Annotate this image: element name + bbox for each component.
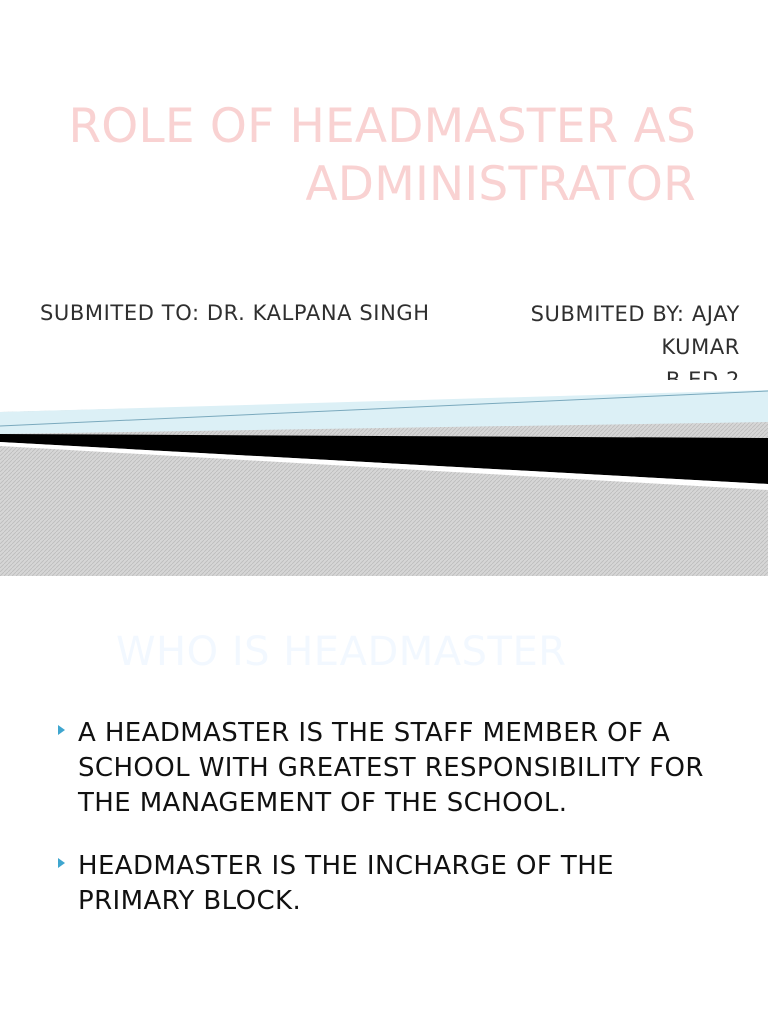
- slide-title-line-2: ADMINISTRATOR: [305, 157, 696, 212]
- content-slide-title: WHO IS HEADMASTER: [116, 629, 567, 675]
- triangle-bullet-icon: [58, 858, 65, 868]
- list-item: [56, 849, 736, 919]
- list-item: [56, 716, 736, 821]
- content-slide: [0, 576, 768, 1024]
- submitted-by-line-1: SUBMITED BY: AJAY: [530, 302, 740, 326]
- bullet-text: HEADMASTER IS THE INCHARGE OF THE PRIMARY BLOCK.: [78, 851, 614, 916]
- submitted-to: SUBMITED TO: DR. KALPANA SINGH: [40, 301, 430, 325]
- slide-title: [0, 98, 696, 214]
- decorative-bands: [0, 380, 768, 576]
- bullet-text: A HEADMASTER IS THE STAFF MEMBER OF A SCHOOL WITH GREATEST RESPONSIBILITY FOR THE MANAGEMENT OF THE SCHOOL.: [78, 718, 704, 818]
- slide-title-line-1: ROLE OF HEADMASTER AS: [68, 99, 696, 154]
- submitted-by-line-2: KUMAR: [661, 335, 740, 359]
- triangle-bullet-icon: [58, 725, 65, 735]
- bullet-list: [56, 716, 736, 919]
